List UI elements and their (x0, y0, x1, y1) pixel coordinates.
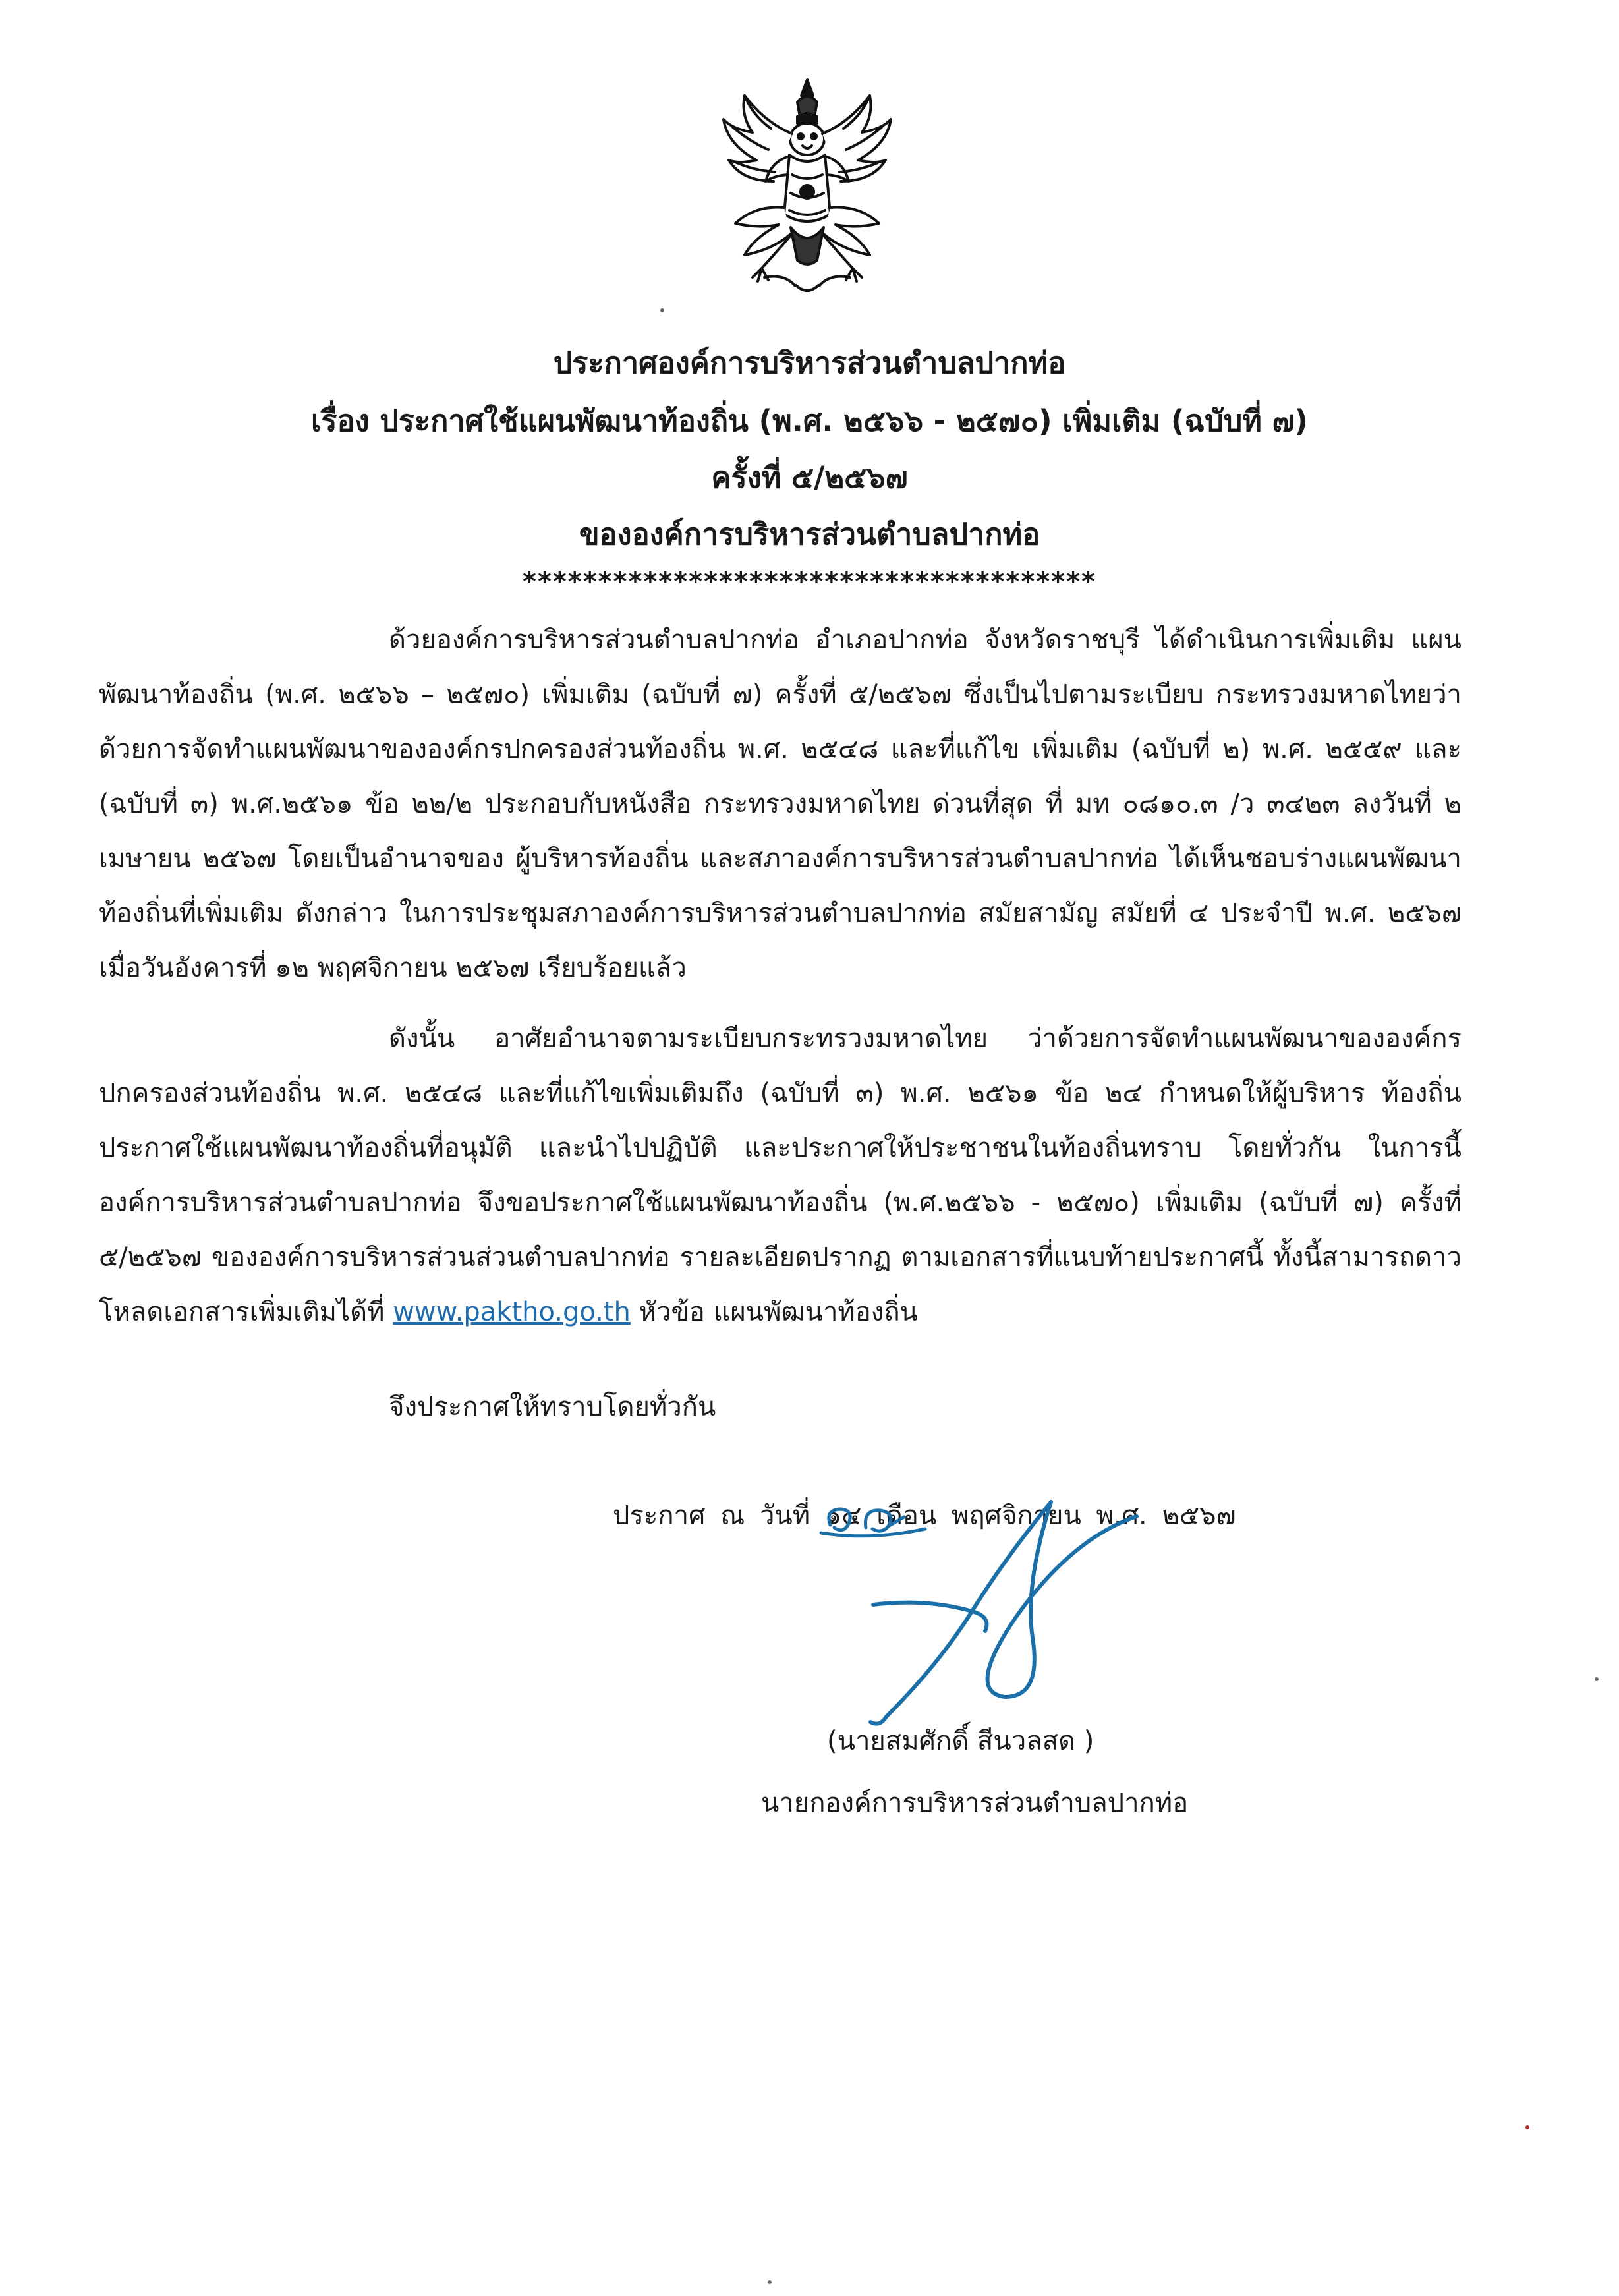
announcement-organization: ขององค์การบริหารส่วนตำบลปากท่อ (579, 517, 1040, 552)
body-paragraph-2-tail: หัวข้อ แผนพัฒนาท้องถิ่น (630, 1297, 918, 1327)
body-paragraph-1: ด้วยองค์การบริหารส่วนตำบลปากท่อ อำเภอปากท่อ จังหวัดราชบุรี ได้ดำเนินการเพิ่มเติม แผนพัฒนาท้องถิ่น (พ.ศ. ๒๕๖๖ – ๒๕๗๐) เพิ่มเติม (ฉบับที่ ๗) ครั้งที่ ๕/๒๕๖๗ ซึ่งเป็นไปตามระเบียบ กระทรวงมหาดไทยว่าด้วยการจัดทำแผนพัฒนาขององค์กรปกครองส่วนท้องถิ่น พ.ศ. ๒๕๔๘ และที่แก้ไข เพิ่มเติม (ฉบับที่ ๒) พ.ศ. ๒๕๕๙ และ (ฉบับที่ ๓) พ.ศ.๒๕๖๑ ข้อ ๒๒/๒ ประกอบกับหนังสือ กระทรวงมหาดไทย ด่วนที่สุด ที่ มท ๐๘๑๐.๓ /ว ๓๔๒๓ ลงวันที่ ๒ เมษายน ๒๕๖๗ โดยเป็นอำนาจของ ผู้บริหารท้องถิ่น และสภาองค์การบริหารส่วนตำบลปากท่อ ได้เห็นชอบร่างแผนพัฒนาท้องถิ่นที่เพิ่มเติม ดังกล่าว ในการประชุมสภาองค์การบริหารส่วนตำบลปากท่อ สมัยสามัญ สมัยที่ ๔ ประจำปี พ.ศ. ๒๕๖๗ เมื่อวันอังคารที่ ๑๒ พฤศจิกายน ๒๕๖๗ เรียบร้อยแล้ว (99, 625, 1462, 983)
scan-speck (1525, 2125, 1529, 2129)
closing-statement: จึงประกาศให้ทราบโดยทั่วกัน (389, 1392, 716, 1422)
body-paragraph-2-text: ดังนั้น อาศัยอำนาจตามระเบียบกระทรวงมหาดไทย ว่าด้วยการจัดทำแผนพัฒนาขององค์กร ปกครองส่วนท้องถิ่น พ.ศ. ๒๕๔๘ และที่แก้ไขเพิ่มเติมถึง (ฉบับที่ ๓) พ.ศ. ๒๕๖๑ ข้อ ๒๔ กำหนดให้ผู้บริหาร ท้องถิ่นประกาศใช้แผนพัฒนาท้องถิ่นที่อนุมัติ และนำไปปฏิบัติ และประกาศให้ประชาชนในท้องถิ่นทราบ โดยทั่วกัน ในการนี้ องค์การบริหารส่วนตำบลปากท่อ จึงขอประกาศใช้แผนพัฒนาท้องถิ่น (พ.ศ.๒๕๖๖ - ๒๕๗๐) เพิ่มเติม (ฉบับที่ ๗) ครั้งที่ ๕/๒๕๖๗ ขององค์การบริหารส่วนส่วนตำบลปากท่อ รายละเอียดปรากฏ ตามเอกสารที่แนบท้ายประกาศนี้ ทั้งนี้สามารถดาวโหลดเอกสารเพิ่มเติมได้ที่ (99, 1023, 1462, 1327)
announcement-heading: ประกาศองค์การบริหารส่วนตำบลปากท่อ (553, 345, 1066, 380)
asterisk-divider: ************************************** (523, 567, 1096, 597)
signer-name: (นายสมศักดิ์ สีนวลสด ) (827, 1726, 1094, 1756)
announcement-subject: เรื่อง ประกาศใช้แผนพัฒนาท้องถิ่น (พ.ศ. ๒๕๖๖ - ๒๕๗๐) เพิ่มเติม (ฉบับที่ ๗) (310, 403, 1308, 438)
signer-title: นายกองค์การบริหารส่วนตำบลปากท่อ (761, 1788, 1189, 1818)
announcement-date: ประกาศ ณ วันที่ ๑๔ เดือน พฤศจิกายน พ.ศ. ๒๕๖๗ (613, 1501, 1236, 1531)
scan-speck (768, 2280, 772, 2284)
body-paragraph-2 (99, 1012, 1462, 1340)
scan-speck (660, 308, 664, 312)
website-link[interactable]: www.paktho.go.th (393, 1297, 631, 1327)
announcement-revision: ครั้งที่ ๕/๒๕๖๗ (711, 460, 908, 495)
signature-icon (860, 1499, 1150, 1736)
scan-speck (1595, 1677, 1599, 1681)
garuda-emblem-icon (718, 76, 896, 303)
